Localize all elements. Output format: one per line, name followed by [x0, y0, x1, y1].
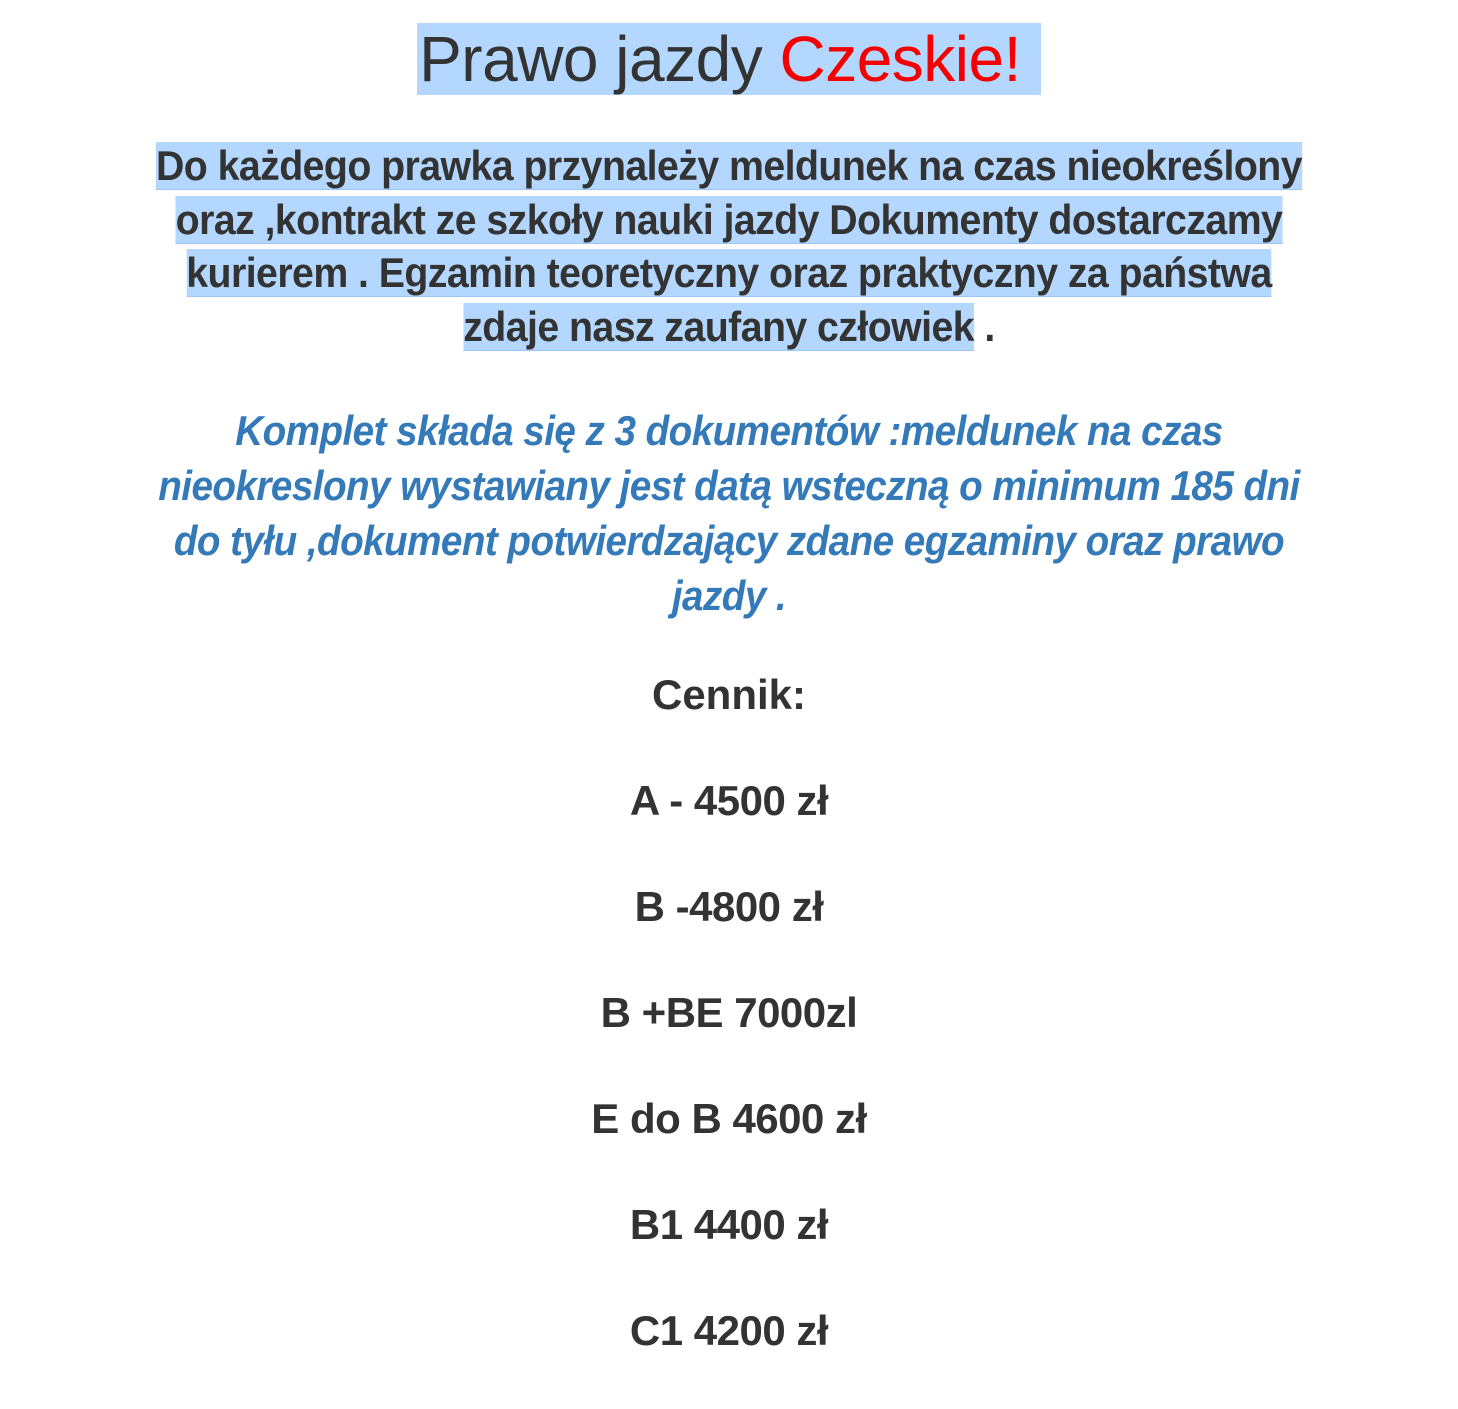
price-item-b: B -4800 zł — [634, 883, 824, 930]
details-line: nieokreslony wystawiany jest datą wsteczną o minimum 185 dni — [158, 462, 1300, 509]
title-accent-text: Czeskie! — [779, 23, 1021, 95]
intro-trailing-period: . — [974, 302, 995, 350]
pricing-section — [0, 667, 1458, 1409]
intro-line: oraz ,kontrakt ze szkoły nauki jazdy Dokumenty dostarczamy — [175, 195, 1283, 243]
pricing-heading: Cennik: — [651, 671, 806, 718]
page-title — [0, 16, 1458, 102]
intro-line: Do każdego prawka przynależy meldunek na czas nieokreślony — [156, 142, 1302, 189]
title-highlight — [417, 23, 1041, 95]
intro-line: zdaje nasz zaufany człowiek — [463, 302, 975, 350]
price-item-a: A - 4500 zł — [629, 777, 829, 824]
details-line: Komplet składa się z 3 dokumentów :meldunek na czas — [235, 407, 1223, 454]
intro-paragraph — [47, 139, 1410, 353]
intro-line: kurierem . Egzamin teoretyczny oraz praktyczny za państwa — [186, 249, 1272, 296]
details-line: do tyłu ,dokument potwierdzający zdane egzaminy oraz prawo — [173, 517, 1285, 564]
price-list — [0, 773, 1458, 1409]
price-item-e-do-b: E do B 4600 zł — [591, 1095, 867, 1142]
details-line: jazdy . — [671, 572, 787, 619]
price-item-c1: C1 4200 zł — [629, 1307, 829, 1354]
intro-selected-text — [156, 142, 1302, 351]
details-paragraph — [58, 403, 1399, 623]
price-item-b-be: B +BE 7000zl — [600, 989, 858, 1036]
title-main-text: Prawo jazdy — [419, 23, 780, 95]
price-item-b1: B1 4400 zł — [629, 1201, 829, 1248]
